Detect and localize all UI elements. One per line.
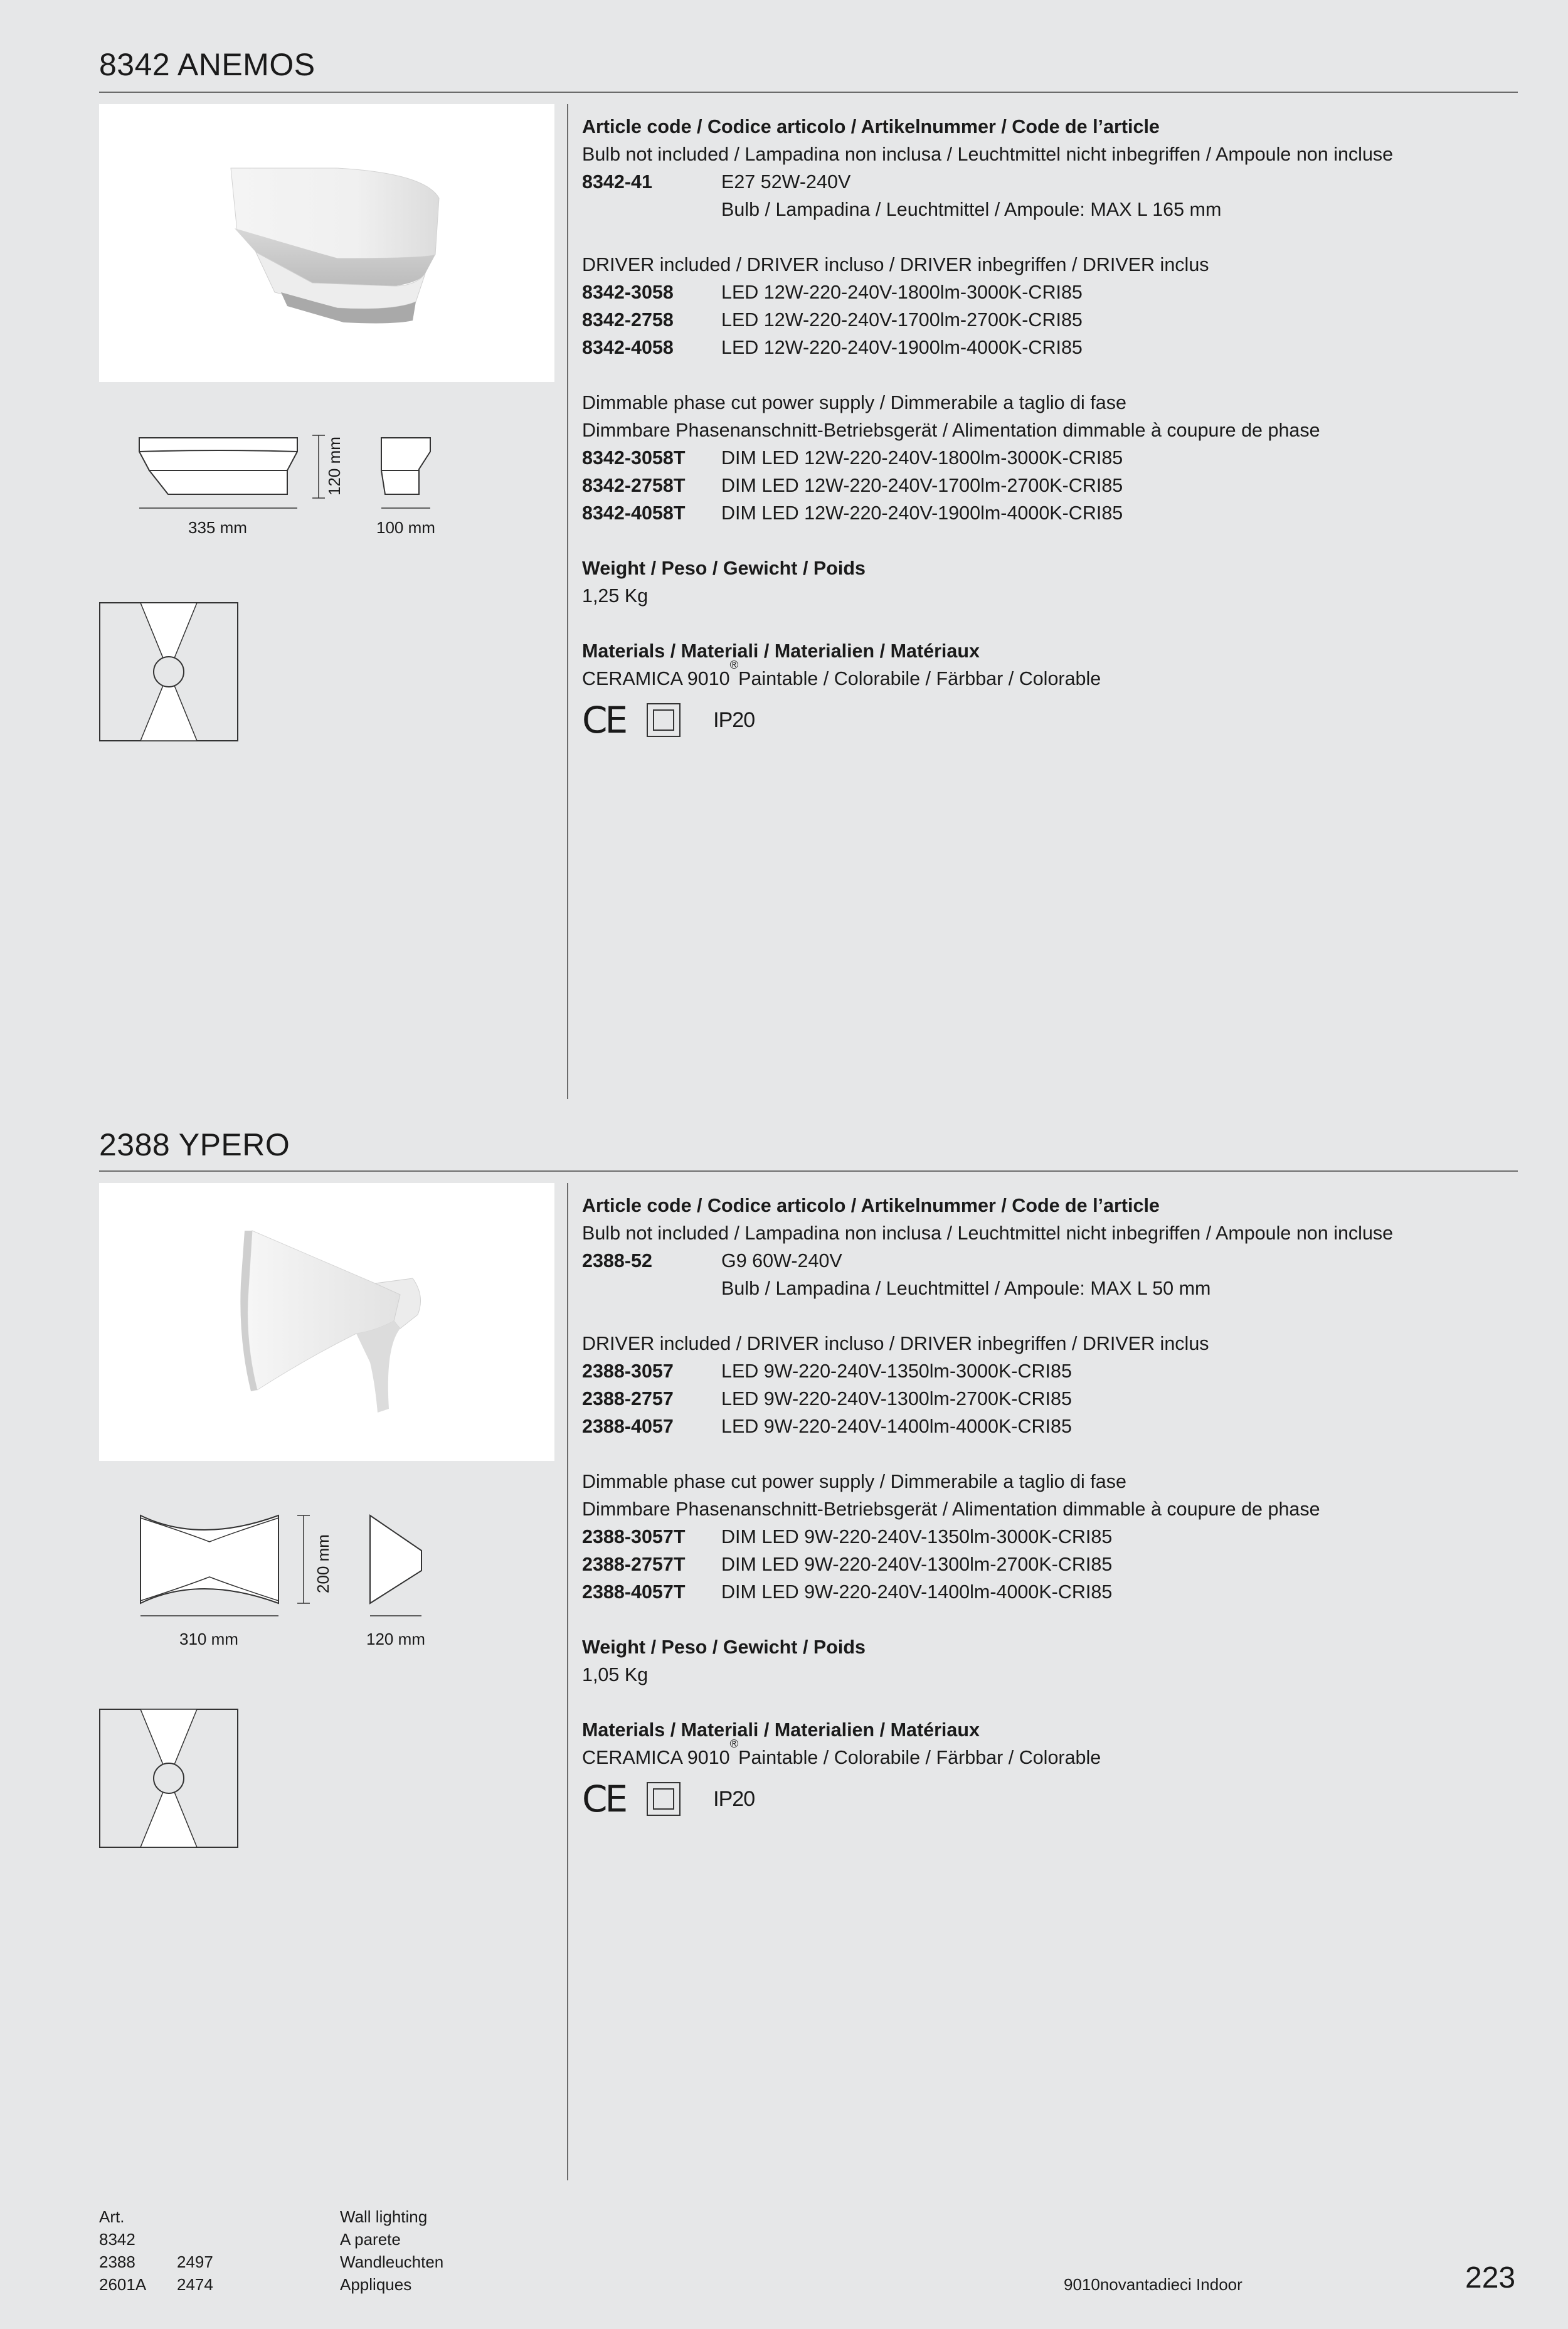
footer-brand: 9010novantadieci Indoor [1064,2275,1242,2294]
material-name: CERAMICA 9010 [582,668,730,689]
spec-block [582,113,1510,739]
driver-item [582,1357,1510,1385]
title-rule [99,92,1518,93]
weight-value: 1,05 Kg [582,1664,649,1685]
materials-header: Materials / Materiali / Materialien / Matériaux [582,1719,980,1741]
item-desc: LED 12W-220-240V-1800lm-3000K-CRI85 [721,282,1083,303]
footer-art-code: 2388 [99,2252,135,2271]
footer-category-line: Wandleuchten [340,2252,444,2271]
product-title: 2388 YPERO [99,1127,290,1162]
footer-art-label: Art. [99,2207,125,2226]
material-name: CERAMICA 9010 [582,1747,730,1768]
dimmable-header: Dimmable phase cut power supply / Dimmerabile a taglio di fase [582,1471,1126,1492]
registered-mark: ® [729,1737,739,1750]
emission-icon [99,1709,238,1848]
item-desc: LED 9W-220-240V-1350lm-3000K-CRI85 [721,1361,1072,1382]
dimmable-header: Dimmbare Phasenanschnitt-Betriebsgerät / Alimentation dimmable à coupure de phase [582,1499,1320,1520]
page-number: 223 [1465,2261,1516,2295]
class-ii-icon [647,1782,681,1816]
weight-value: 1,25 Kg [582,585,649,607]
lamp-photo-ypero [99,1183,554,1461]
certification-icons [582,1780,1510,1818]
ip-rating: IP20 [713,708,755,732]
item-desc: DIM LED 12W-220-240V-1700lm-2700K-CRI85 [721,475,1123,496]
item-code: 8342-2758T [582,475,686,496]
dim-depth: 120 mm [366,1630,425,1648]
dimmable-item [582,444,1510,472]
column-divider [567,104,568,1099]
item-desc: LED 9W-220-240V-1400lm-4000K-CRI85 [721,1416,1072,1437]
item-desc: DIM LED 12W-220-240V-1900lm-4000K-CRI85 [721,502,1123,524]
material-rest: Paintable / Colorabile / Färbbar / Colorable [738,1747,1101,1768]
driver-header: DRIVER included / DRIVER incluso / DRIVER inbegriffen / DRIVER inclus [582,254,1209,275]
item-desc: LED 9W-220-240V-1300lm-2700K-CRI85 [721,1388,1072,1409]
dim-height: 200 mm [314,1534,332,1593]
ce-mark-icon: CE [582,699,626,741]
item-code: 2388-3057 [582,1361,674,1382]
article-code-header: Article code / Codice articolo / Artikelnummer / Code de l’article [582,1195,1160,1216]
item-code: 8342-3058 [582,282,674,303]
footer-art-code: 8342 [99,2230,135,2249]
dim-width: 310 mm [179,1630,238,1648]
dim-width: 335 mm [188,518,247,537]
materials-header: Materials / Materiali / Materialien / Matériaux [582,640,980,662]
bulb-note: Bulb / Lampadina / Leuchtmittel / Ampoule: MAX L 50 mm [721,1278,1211,1299]
light-emission-diagram [99,602,238,741]
item-code: 2388-2757T [582,1554,686,1575]
footer-art-code: 2497 [177,2252,213,2271]
item-code: 8342-2758 [582,309,674,331]
footer-art-code: 2474 [177,2275,213,2294]
lamp-photo-anemos [99,104,554,382]
dim-depth: 100 mm [376,518,435,537]
item-desc: DIM LED 9W-220-240V-1300lm-2700K-CRI85 [721,1554,1113,1575]
material-rest: Paintable / Colorabile / Färbbar / Colorable [738,668,1101,689]
product-photo [99,104,554,382]
driver-item [582,306,1510,334]
dimmable-item [582,499,1510,527]
bulb-header: Bulb not included / Lampadina non inclusa / Leuchtmittel nicht inbegriffen / Ampoule non incluse [582,144,1394,165]
dim-height: 120 mm [325,437,344,496]
item-code: 2388-4057T [582,1581,686,1603]
driver-item [582,1413,1510,1440]
footer-category [340,2205,443,2296]
item-desc: G9 60W-240V [721,1250,842,1271]
footer-category-line: Wall lighting [340,2207,428,2226]
dimmable-item [582,1523,1510,1551]
bulb-header: Bulb not included / Lampadina non inclusa / Leuchtmittel nicht inbegriffen / Ampoule non incluse [582,1223,1394,1244]
item-code: 8342-3058T [582,447,686,469]
driver-item [582,1385,1510,1413]
spec-block [582,1192,1510,1818]
emission-icon [99,602,238,741]
column-divider [567,1183,568,2180]
driver-header: DRIVER included / DRIVER incluso / DRIVER inbegriffen / DRIVER inclus [582,1333,1209,1354]
item-code: 8342-4058T [582,502,686,524]
footer-articles [99,2205,213,2296]
dimmable-header: Dimmbare Phasenanschnitt-Betriebsgerät / Alimentation dimmable à coupure de phase [582,420,1320,441]
item-code: 8342-41 [582,171,652,193]
dimmable-header: Dimmable phase cut power supply / Dimmerabile a taglio di fase [582,392,1126,413]
weight-header: Weight / Peso / Gewicht / Poids [582,558,866,579]
item-desc: LED 12W-220-240V-1700lm-2700K-CRI85 [721,309,1083,331]
item-code: 2388-2757 [582,1388,674,1409]
weight-header: Weight / Peso / Gewicht / Poids [582,1637,866,1658]
item-code: 2388-4057 [582,1416,674,1437]
ip-rating: IP20 [713,1787,755,1811]
light-emission-diagram [99,1709,238,1848]
footer-category-line: A parete [340,2230,401,2249]
certification-icons [582,701,1510,739]
dimmable-item [582,1578,1510,1606]
item-code: 2388-3057T [582,1526,686,1547]
bulb-item [582,168,1510,196]
registered-mark: ® [729,658,739,671]
item-desc: DIM LED 12W-220-240V-1800lm-3000K-CRI85 [721,447,1123,469]
bulb-item [582,1247,1510,1275]
dimmable-item [582,472,1510,499]
item-desc: DIM LED 9W-220-240V-1350lm-3000K-CRI85 [721,1526,1113,1547]
driver-item [582,279,1510,306]
ce-mark-icon: CE [582,1778,626,1820]
item-desc: DIM LED 9W-220-240V-1400lm-4000K-CRI85 [721,1581,1113,1603]
driver-item [582,334,1510,361]
dimmable-item [582,1551,1510,1578]
title-rule [99,1170,1518,1172]
materials-value [582,1737,1510,1771]
footer-category-line: Appliques [340,2275,412,2294]
class-ii-icon [647,703,681,737]
materials-value [582,658,1510,692]
product-photo [99,1183,554,1461]
item-code: 2388-52 [582,1250,652,1271]
item-code: 8342-4058 [582,337,674,358]
item-desc: E27 52W-240V [721,171,851,193]
item-desc: LED 12W-220-240V-1900lm-4000K-CRI85 [721,337,1083,358]
footer-art-code: 2601A [99,2275,147,2294]
product-title: 8342 ANEMOS [99,47,315,82]
bulb-note: Bulb / Lampadina / Leuchtmittel / Ampoule: MAX L 165 mm [721,199,1222,220]
article-code-header: Article code / Codice articolo / Artikelnummer / Code de l’article [582,116,1160,137]
